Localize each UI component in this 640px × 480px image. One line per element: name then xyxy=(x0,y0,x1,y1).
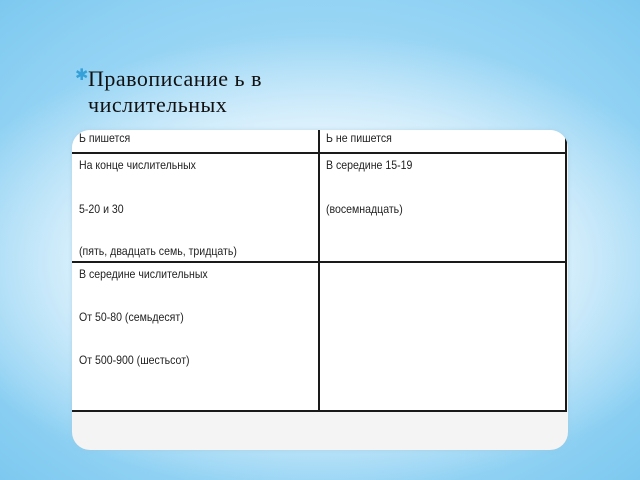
cell-text: (восемнадцать) xyxy=(326,202,403,216)
header-written: Ь пишется xyxy=(79,131,131,145)
header-not-written: Ь не пишется xyxy=(326,131,392,145)
cell-text: 5-20 и 30 xyxy=(79,202,124,216)
cell-text: На конце числительных xyxy=(79,158,196,172)
cell-text: (пять, двадцать семь, тридцать) xyxy=(79,244,237,258)
spelling-table xyxy=(72,130,567,412)
bullet-star-icon: ✱ xyxy=(75,67,89,84)
content-panel xyxy=(72,130,568,450)
slide-title xyxy=(75,66,418,118)
cell-text: В середине числительных xyxy=(79,267,208,281)
cell-text: От 500-900 (шестьсот) xyxy=(79,353,190,367)
cell-text: В середине 15-19 xyxy=(326,158,413,172)
title-line-2: числительных xyxy=(88,92,228,117)
cell-text: От 50-80 (семьдесят) xyxy=(79,310,184,324)
column-divider xyxy=(318,130,320,412)
title-line-1: Правописание ь в xyxy=(88,66,262,91)
